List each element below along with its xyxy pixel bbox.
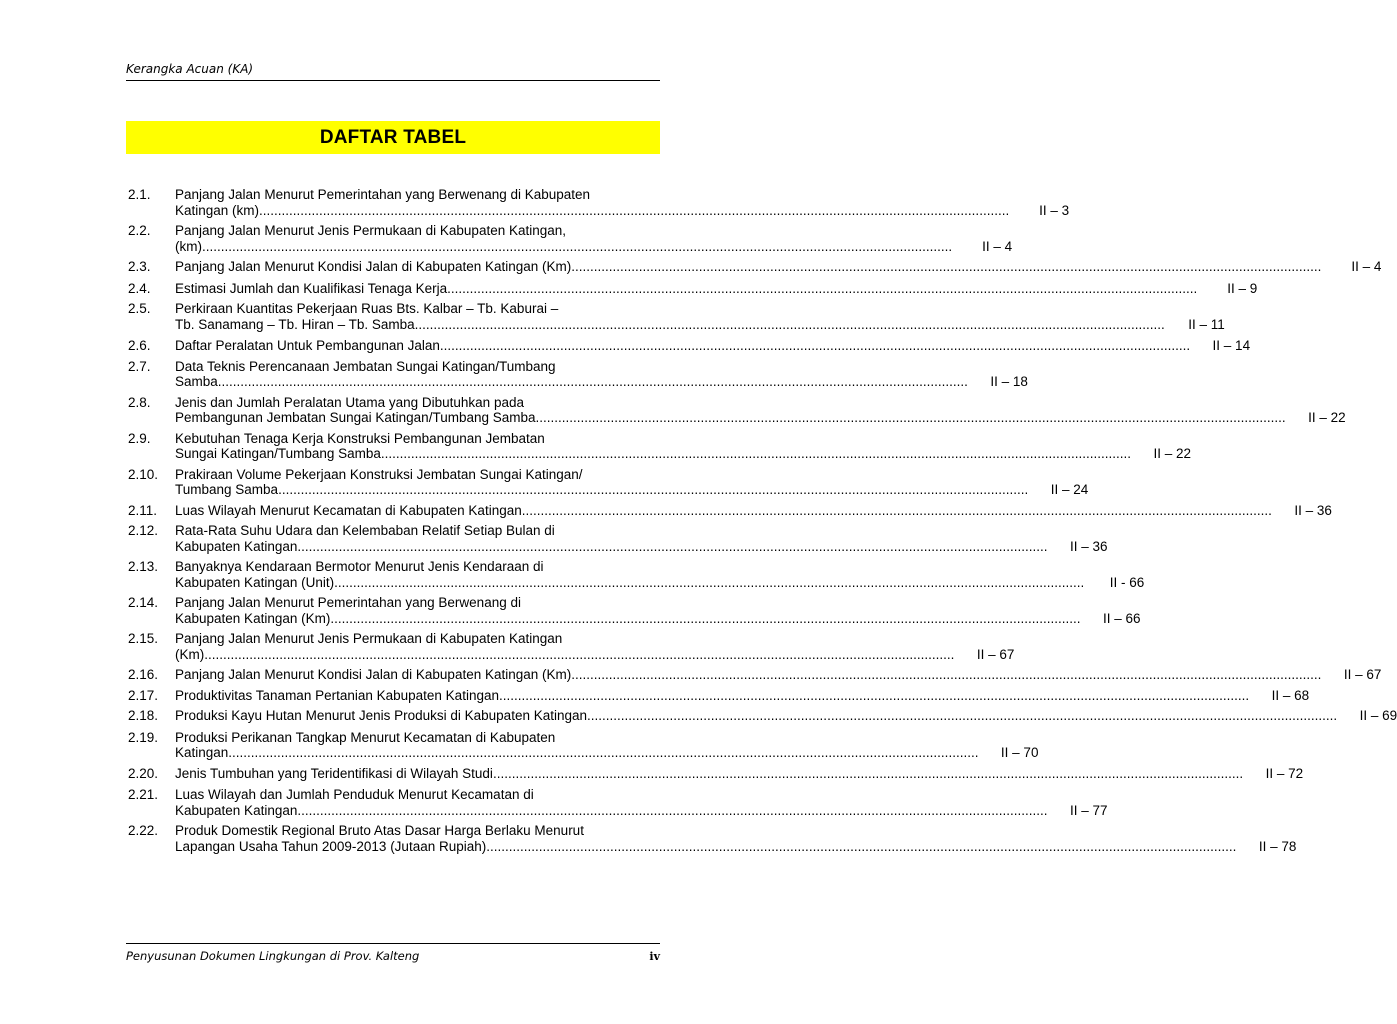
toc-entry[interactable] [128,595,1141,626]
entry-page: II – 14 [1212,338,1251,353]
entry-title-line: Jenis dan Jumlah Peralatan Utama yang Dibutuhkan pada [175,394,524,410]
entry-number: 2.9. [128,430,151,446]
entry-number: 2.10. [128,466,159,482]
entry-page: II – 78 [1258,838,1297,854]
entry-page: II – 70 [1000,745,1039,760]
toc-entry[interactable] [128,523,1108,554]
entry-page: II – 4 [1351,259,1382,274]
entry-title-line: Panjang Jalan Menurut Kondisi Jalan di Kabupaten Katingan (Km) [175,667,572,682]
entry-title-line: Kabupaten Katingan [175,802,298,818]
dot-leader: ........................................................................................................................................................................................................ [439,338,1191,353]
dot-leader: ........................................................................................................................................................................................................ [278,482,1029,497]
toc-entry[interactable] [128,280,1258,297]
entry-page: II – 11 [1188,316,1225,332]
toc-entry[interactable] [128,430,1192,462]
header-rule [126,80,660,81]
dot-leader: ........................................................................................................................................................................................................ [297,538,1048,554]
entry-page: II – 18 [990,374,1028,389]
toc-entry[interactable] [128,394,1346,426]
entry-number: 2.13. [128,559,159,574]
entry-title-line: Kabupaten Katingan (Km) [175,610,331,626]
running-footer: Penyusunan Dokumen Lingkungan di Prov. Kalteng [126,949,420,963]
entry-page: II – 24 [1050,482,1089,497]
entry-page: II – 67 [1343,667,1382,682]
toc-entry[interactable] [128,631,1015,662]
dot-leader: ........................................................................................................................................................................................................ [587,708,1338,723]
dot-leader: ........................................................................................................................................................................................................ [217,374,968,389]
entry-number: 2.18. [128,708,159,723]
entry-title-line: Katingan (km) [175,202,260,218]
entry-number: 2.3. [128,259,151,274]
toc-entry[interactable] [128,187,1070,218]
entry-title-line: Luas Wilayah Menurut Kecamatan di Kabupaten Katingan [175,502,522,518]
dot-leader: ........................................................................................................................................................................................................ [380,446,1132,461]
title-band [126,121,660,154]
dot-leader: ........................................................................................................................................................................................................ [202,238,953,254]
entry-page: II – 22 [1308,410,1346,425]
toc-entry[interactable] [128,687,1310,704]
entry-number: 2.11. [128,502,158,518]
dot-leader: ........................................................................................................................................................................................................ [204,646,955,662]
entry-title-line: Daftar Peralatan Untuk Pembangunan Jalan [175,338,440,353]
entry-number: 2.8. [128,394,151,410]
entry-number: 2.2. [128,223,151,238]
dot-leader: ........................................................................................................................................................................................................ [414,316,1165,332]
dot-leader: ........................................................................................................................................................................................................ [334,574,1085,590]
entry-title-line: Tumbang Samba [175,482,279,497]
entry-page: II – 72 [1265,765,1304,781]
entry-page: II – 68 [1271,687,1310,703]
running-header: Kerangka Acuan (KA) [126,62,254,76]
entry-title-line: Produktivitas Tanaman Pertanian Kabupaten Katingan [175,687,499,703]
entry-number: 2.4. [128,280,151,296]
entry-page: II – 69 [1359,708,1397,723]
dot-leader: ........................................................................................................................................................................................................ [447,280,1198,296]
dot-leader: ........................................................................................................................................................................................................ [498,687,1250,703]
entry-number: 2.19. [128,729,159,745]
entry-title-line: Panjang Jalan Menurut Pemerintahan yang Berwenang di Kabupaten [175,187,591,202]
entry-page: II – 4 [982,238,1013,254]
toc-entry[interactable] [128,301,1225,332]
entry-title-line: Estimasi Jumlah dan Kualifikasi Tenaga Kerja [175,280,448,296]
entry-number: 2.5. [128,301,151,316]
entry-title-line: Perkiraan Kuantitas Pekerjaan Ruas Bts. Kalbar – Tb. Kaburai – [175,301,559,316]
toc-entry[interactable] [128,338,1251,354]
toc-entry[interactable] [128,466,1089,498]
toc-entry[interactable] [128,502,1332,519]
toc-entry[interactable] [128,223,1013,254]
entry-title-line: Data Teknis Perencanaan Jembatan Sungai Katingan/Tumbang [175,358,556,374]
entry-title-line: Rata-Rata Suhu Udara dan Kelembaban Relatif Setiap Bulan di [175,523,555,538]
entry-number: 2.21. [128,787,159,802]
dot-leader: ........................................................................................................................................................................................................ [571,667,1322,682]
toc-entry[interactable] [128,667,1382,683]
dot-leader: ........................................................................................................................................................................................................ [571,259,1322,274]
toc-entry[interactable] [128,765,1304,782]
entry-number: 2.15. [128,631,159,646]
entry-title-line: Kabupaten Katingan (Unit) [175,574,335,590]
entry-title-line: Sungai Katingan/Tumbang Samba [175,446,381,461]
toc-entry[interactable] [128,559,1145,590]
entry-number: 2.7. [128,358,151,374]
toc-entry[interactable] [128,708,1397,724]
dot-leader: ........................................................................................................................................................................................................ [297,802,1048,818]
toc-entry[interactable] [128,358,1028,390]
entry-title-line: Banyaknya Kendaraan Bermotor Menurut Jenis Kendaraan di [175,559,544,574]
entry-number: 2.14. [128,595,159,610]
entry-number: 2.16. [128,667,159,682]
entry-page: II – 9 [1227,280,1258,296]
entry-number: 2.22. [128,823,159,838]
entry-page: II – 77 [1069,802,1108,818]
entry-number: 2.20. [128,765,159,781]
entry-page: II – 36 [1069,538,1108,554]
page-title: DAFTAR TABEL [319,126,467,148]
entry-number: 2.6. [128,338,151,353]
dot-leader: ........................................................................................................................................................................................................ [330,610,1081,626]
entry-title-line: Samba [175,374,218,389]
entry-title-line: (km) [175,238,202,254]
dot-leader: ........................................................................................................................................................................................................ [492,765,1244,781]
entry-title-line: Katingan [175,745,229,760]
table-of-tables [128,187,1397,854]
entry-page: II – 66 [1102,610,1141,626]
entry-title-line: Pembangunan Jembatan Sungai Katingan/Tumbang Samba [175,410,536,425]
entry-title-line: Panjang Jalan Menurut Jenis Permukaan di Kabupaten Katingan, [175,223,567,238]
entry-title-line: Panjang Jalan Menurut Jenis Permukaan di Kabupaten Katingan [175,631,563,646]
entry-title-line: Kabupaten Katingan [175,538,298,554]
footer-rule [126,943,660,944]
entry-title-line: Jenis Tumbuhan yang Teridentifikasi di Wilayah Studi [175,765,493,781]
entry-title-line: Kebutuhan Tenaga Kerja Konstruksi Pembangunan Jembatan [175,430,545,446]
entry-title-line: Produk Domestik Regional Bruto Atas Dasar Harga Berlaku Menurut [175,823,584,838]
dot-leader: ........................................................................................................................................................................................................ [259,202,1010,218]
entry-title-line: Lapangan Usaha Tahun 2009-2013 (Jutaan Rupiah) [175,838,487,854]
entry-title-line: Panjang Jalan Menurut Kondisi Jalan di Kabupaten Katingan (Km) [175,259,572,274]
entry-page: II – 3 [1039,202,1070,218]
entry-title-line: (Km) [175,646,205,662]
page-number: iv [649,950,660,963]
entry-title-line: Produksi Kayu Hutan Menurut Jenis Produksi di Kabupaten Katingan [175,708,588,723]
entry-page: II – 36 [1294,502,1332,518]
dot-leader: ........................................................................................................................................................................................................ [521,502,1272,518]
entry-number: 2.17. [128,687,159,703]
dot-leader: ........................................................................................................................................................................................................ [486,838,1237,854]
dot-leader: ........................................................................................................................................................................................................ [535,410,1286,425]
entry-number: 2.12. [128,523,159,538]
toc-entry[interactable] [128,823,1297,854]
entry-title-line: Panjang Jalan Menurut Pemerintahan yang Berwenang di [175,595,521,610]
dot-leader: ........................................................................................................................................................................................................ [228,745,979,760]
entry-page: II - 66 [1109,574,1145,590]
toc-entry[interactable] [128,259,1382,275]
toc-entry[interactable] [128,729,1039,761]
entry-title-line: Tb. Sanamang – Tb. Hiran – Tb. Samba [175,316,415,332]
entry-title-line: Produksi Perikanan Tangkap Menurut Kecamatan di Kabupaten [175,729,556,745]
entry-title-line: Luas Wilayah dan Jumlah Penduduk Menurut Kecamatan di [175,787,534,802]
entry-title-line: Prakiraan Volume Pekerjaan Konstruksi Jembatan Sungai Katingan/ [175,466,583,482]
entry-page: II – 22 [1153,446,1192,461]
toc-entry[interactable] [128,787,1108,818]
entry-page: II – 67 [976,646,1015,662]
entry-number: 2.1. [128,187,151,202]
